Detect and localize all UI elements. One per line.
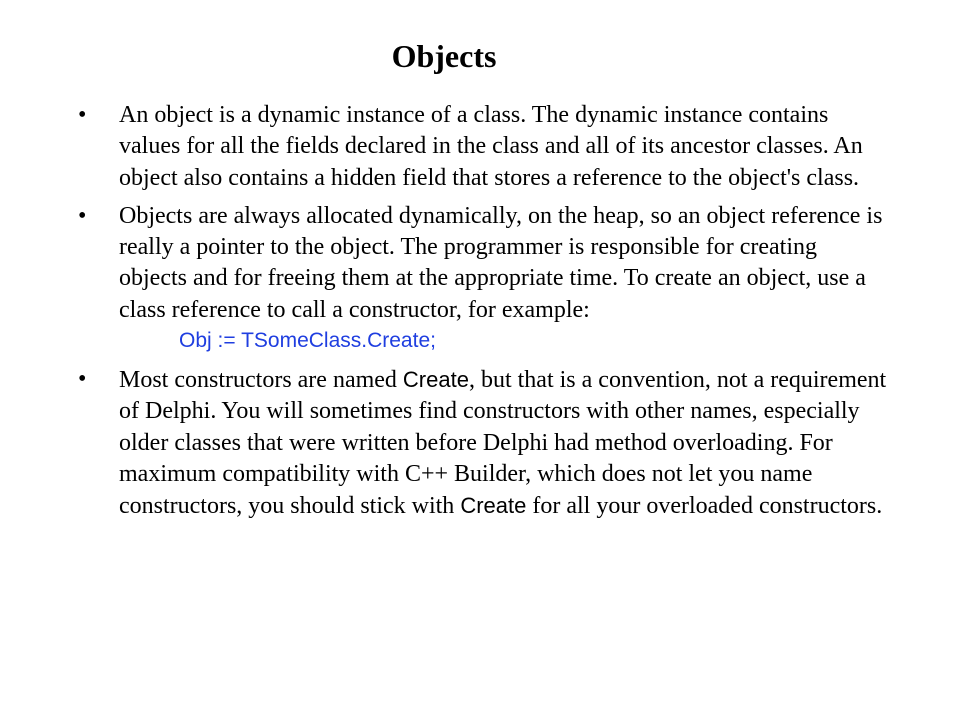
bullet-dot-icon: •: [78, 366, 87, 393]
keyword-create: Create: [402, 367, 469, 393]
bullet-text: Objects are always allocated dynamically, on the heap, so an object reference is really a pointer to the object. The programmer is responsible for creating objects and for freeing them at the appropriate time. To create an object, use a class reference to call a constructor, for example:: [119, 202, 883, 323]
bullet-text-part-2: , but that is a convention, not a requirement of Delphi. You will sometimes find constructors with other names, especially older classes that were written before Delphi had method overloading. For maximum compatibility with C++ Builder, which does not let you name constructors, you should stick with: [119, 367, 887, 520]
keyword-create: Create: [460, 493, 527, 519]
code-example: Obj := TSomeClass.Create;: [179, 329, 436, 353]
slide-title: Objects: [391, 38, 497, 74]
bullet-item-object-definition: [78, 100, 888, 194]
bullet-item-constructor-naming: [78, 364, 888, 522]
bullet-text: An object is a dynamic instance of a class. The dynamic instance contains values for all the fields declared in the class and all of its ancestor classes. An object also contains a hidden field that stores a reference to the object's class.: [119, 102, 863, 191]
bullet-text-part-3: for all your overloaded constructors.: [526, 493, 883, 520]
bullet-list: [78, 100, 888, 530]
bullet-dot-icon: •: [78, 202, 87, 229]
bullet-dot-icon: •: [78, 102, 87, 128]
bullet-item-dynamic-allocation: [78, 201, 888, 326]
bullet-text-part-1: Most constructors are named: [119, 367, 403, 394]
